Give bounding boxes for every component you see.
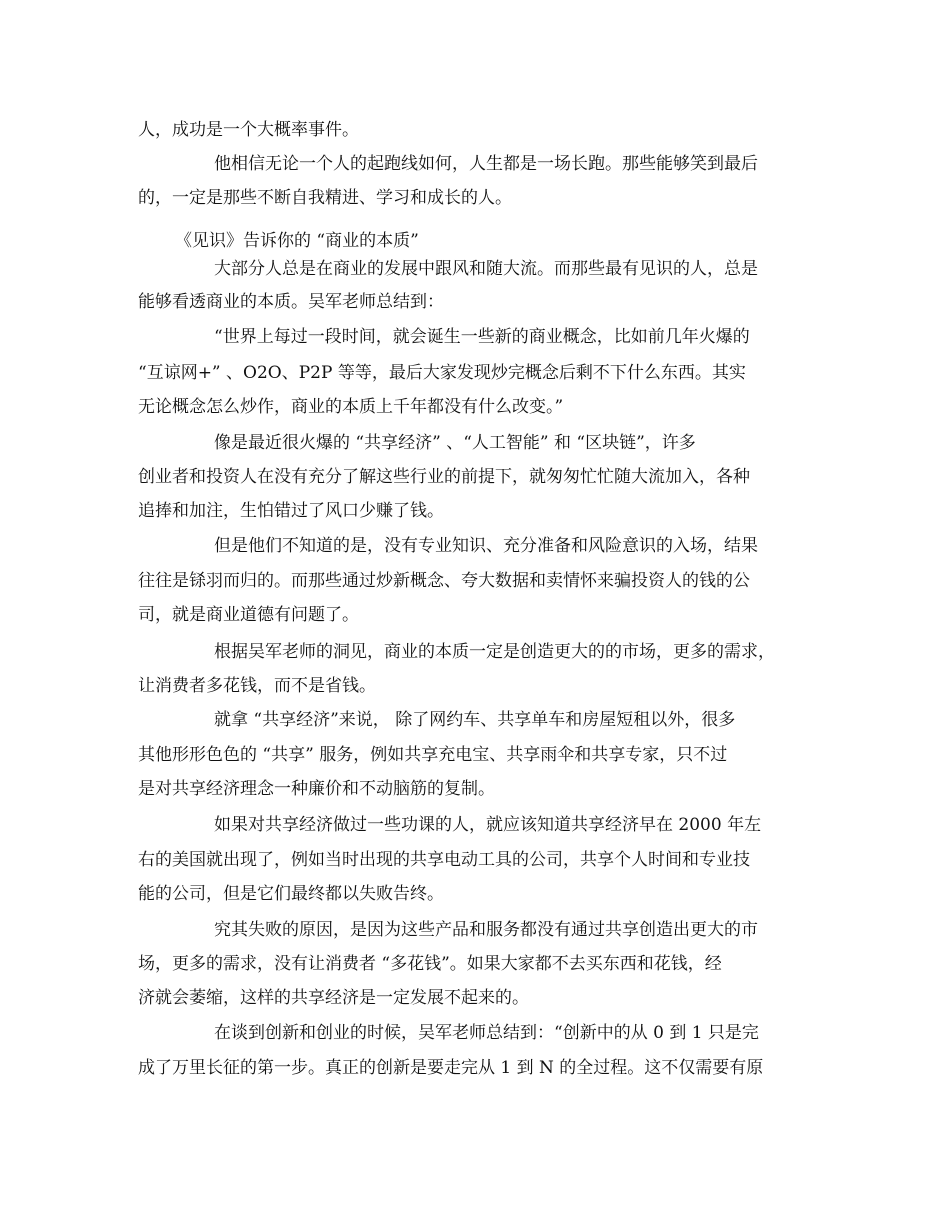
- text-line: 让消费者多花钱，而不是省钱。: [138, 676, 376, 696]
- section-heading: 《见识》告诉你的 “商业的本质”: [175, 231, 419, 251]
- text-line: 人，成功是一个大概率事件。: [138, 120, 359, 140]
- text-line: 能够看透商业的本质。吴军老师总结到：: [138, 292, 444, 312]
- text-line: 是对共享经济理念一种廉价和不动脑筋的复制。: [138, 779, 495, 799]
- text-line: 创业者和投资人在没有充分了解这些行业的前提下，就匆匆忙忙随大流加入，各种: [138, 467, 750, 487]
- text-line: 场，更多的需求，没有让消费者 “多花钱”。如果大家都不去买东西和花钱，经: [138, 954, 722, 974]
- paragraph-first-line: 究其失败的原因，是因为这些产品和服务都没有通过共享创造出更大的市: [214, 920, 758, 940]
- text-line: 往往是铩羽而归的。而那些通过炒新概念、夸大数据和卖情怀来骗投资人的钱的公: [138, 571, 750, 591]
- paragraph-first-line: 像是最近很火爆的 “共享经济” 、“人工智能” 和 “区块链”，许多: [214, 433, 696, 453]
- text-line: “互谅网+” 、O2O、P2P 等等，最后大家发现炒完概念后剩不下什么东西。其实: [138, 363, 746, 383]
- text-line: 司，就是商业道德有问题了。: [138, 605, 359, 625]
- quote-first-line: “世界上每过一段时间，就会诞生一些新的商业概念，比如前几年火爆的: [214, 327, 750, 347]
- text-line: 成了万里长征的第一步。真正的创新是要走完从 1 到 N 的全过程。这不仅需要有原: [138, 1058, 764, 1078]
- text-line: 右的美国就出现了，例如当时出现的共享电动工具的公司，共享个人时间和专业技: [138, 850, 750, 870]
- text-line: 无论概念怎么炒作，商业的本质上千年都没有什么改变。”: [138, 397, 564, 417]
- paragraph-first-line: 他相信无论一个人的起跑线如何，人生都是一场长跑。那些能够笑到最后: [214, 154, 758, 174]
- paragraph-first-line: 就拿 “共享经济”来说， 除了网约车、共享单车和房屋短租以外，很多: [214, 710, 736, 730]
- paragraph-first-line: 在谈到创新和创业的时候，吴军老师总结到：“创新中的从 0 到 1 只是完: [214, 1023, 759, 1043]
- text-line: 能的公司，但是它们最终都以失败告终。: [138, 884, 444, 904]
- text-line: 追捧和加注，生怕错过了风口少赚了钱。: [138, 501, 444, 521]
- text-line: 济就会萎缩，这样的共享经济是一定发展不起来的。: [138, 988, 529, 1008]
- paragraph-first-line: 大部分人总是在商业的发展中跟风和随大流。而那些最有见识的人，总是: [214, 259, 758, 279]
- text-line: 的，一定是那些不断自我精进、学习和成长的人。: [138, 188, 512, 208]
- paragraph-first-line: 但是他们不知道的是，没有专业知识、充分准备和风险意识的入场，结果: [214, 536, 758, 556]
- paragraph-first-line: 如果对共享经济做过一些功课的人，就应该知道共享经济早在 2000 年左: [214, 815, 762, 835]
- text-line: 其他形形色色的 “共享” 服务，例如共享充电宝、共享雨伞和共享专家，只不过: [138, 745, 728, 765]
- paragraph-first-line: 根据吴军老师的洞见，商业的本质一定是创造更大的的市场，更多的需求，: [214, 642, 775, 662]
